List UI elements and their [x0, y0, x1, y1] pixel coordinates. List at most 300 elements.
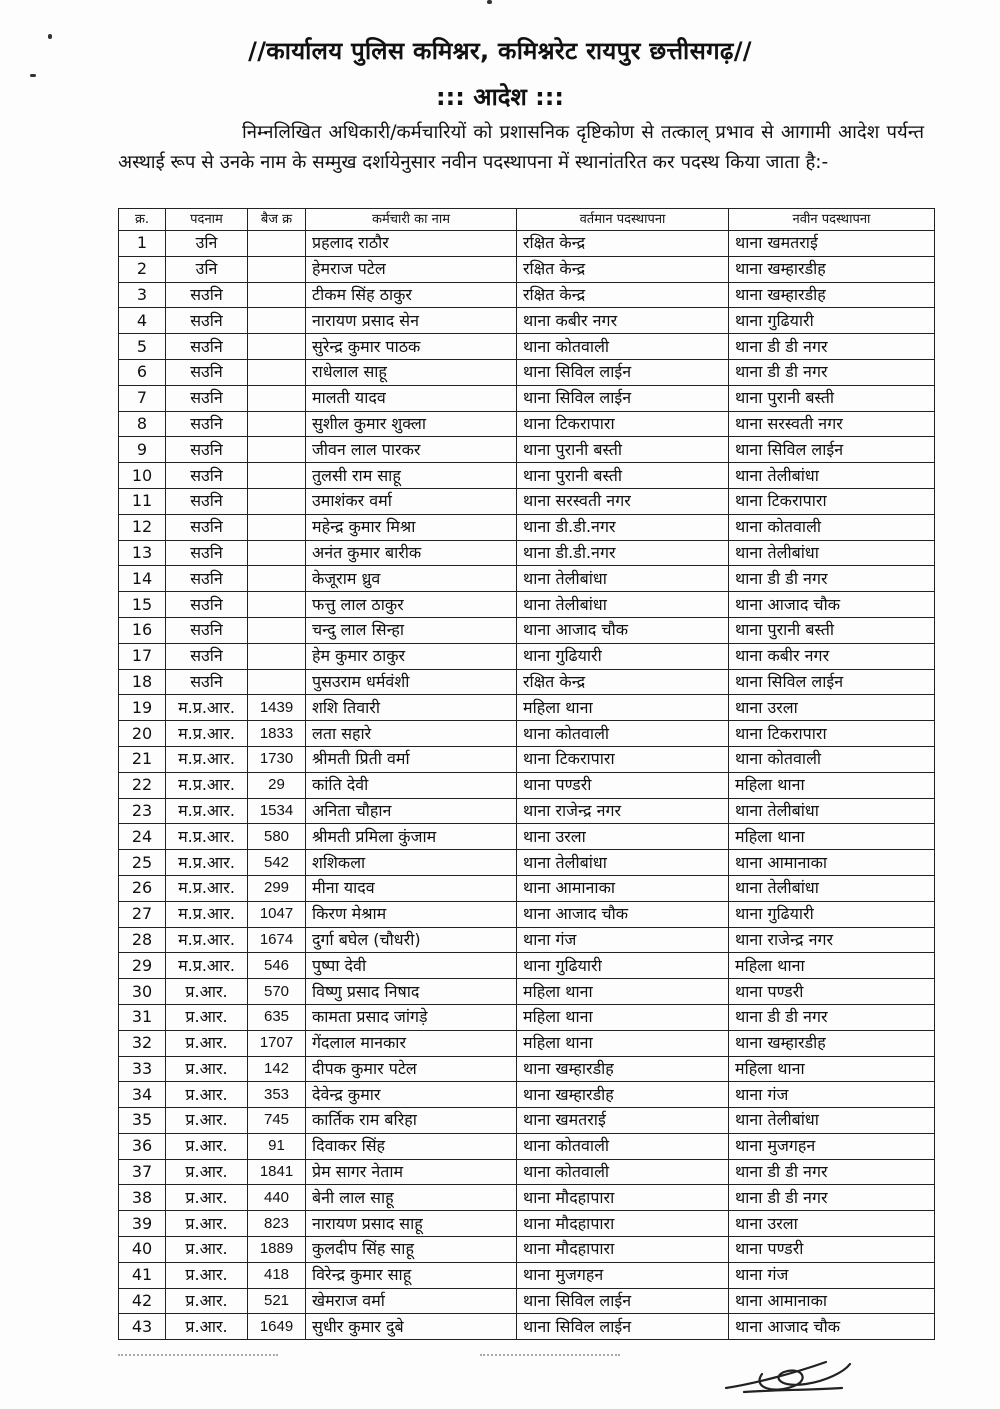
table-row	[119, 953, 935, 979]
cell-new-posting: महिला थाना	[729, 1056, 935, 1082]
cell-designation: प्र.आर.	[166, 1082, 248, 1108]
cell-serial-number: 11	[119, 488, 166, 514]
cell-employee-name: किरण मेश्राम	[306, 901, 517, 927]
cell-badge-number: 1707	[248, 1030, 306, 1056]
cell-employee-name: दीपक कुमार पटेल	[306, 1056, 517, 1082]
cell-new-posting: थाना गंज	[729, 1262, 935, 1288]
cell-badge-number	[248, 334, 306, 360]
column-header-name: कर्मचारी का नाम	[306, 209, 517, 231]
cell-designation: म.प्र.आर.	[166, 901, 248, 927]
cell-serial-number: 34	[119, 1082, 166, 1108]
cell-designation: म.प्र.आर.	[166, 824, 248, 850]
table-row	[119, 772, 935, 798]
cell-designation: सउनि	[166, 617, 248, 643]
table-row	[119, 1211, 935, 1237]
cell-current-posting: रक्षित केन्द्र	[517, 669, 729, 695]
cell-employee-name: प्रेम सागर नेताम	[306, 1159, 517, 1185]
cell-employee-name: विरेन्द्र कुमार साहू	[306, 1262, 517, 1288]
officer-signature	[722, 1344, 862, 1400]
table-row	[119, 488, 935, 514]
cell-serial-number: 31	[119, 1004, 166, 1030]
cell-new-posting: थाना खमतराई	[729, 231, 935, 257]
cell-badge-number	[248, 488, 306, 514]
cell-designation: म.प्र.आर.	[166, 721, 248, 747]
cell-new-posting: थाना सिविल लाईन	[729, 669, 935, 695]
cell-current-posting: थाना पुरानी बस्ती	[517, 437, 729, 463]
cell-new-posting: थाना टिकरापारा	[729, 721, 935, 747]
cell-new-posting: थाना डी डी नगर	[729, 1004, 935, 1030]
cell-designation: म.प्र.आर.	[166, 875, 248, 901]
table-row	[119, 850, 935, 876]
bottom-dotted-line	[118, 1354, 278, 1356]
cell-current-posting: थाना उरला	[517, 824, 729, 850]
cell-employee-name: देवेन्द्र कुमार	[306, 1082, 517, 1108]
cell-employee-name: सुशील कुमार शुक्ला	[306, 411, 517, 437]
table-row	[119, 1185, 935, 1211]
cell-employee-name: शशिकला	[306, 850, 517, 876]
cell-serial-number: 20	[119, 721, 166, 747]
cell-badge-number: 745	[248, 1108, 306, 1134]
cell-serial-number: 5	[119, 334, 166, 360]
cell-new-posting: महिला थाना	[729, 772, 935, 798]
cell-badge-number: 91	[248, 1133, 306, 1159]
cell-current-posting: थाना कोतवाली	[517, 721, 729, 747]
cell-serial-number: 30	[119, 979, 166, 1005]
cell-new-posting: थाना पुरानी बस्ती	[729, 617, 935, 643]
cell-employee-name: कार्तिक राम बरिहा	[306, 1108, 517, 1134]
cell-badge-number	[248, 231, 306, 257]
cell-employee-name: जीवन लाल पारकर	[306, 437, 517, 463]
cell-current-posting: महिला थाना	[517, 979, 729, 1005]
cell-new-posting: थाना राजेन्द्र नगर	[729, 927, 935, 953]
cell-current-posting: थाना कोतवाली	[517, 1133, 729, 1159]
cell-serial-number: 9	[119, 437, 166, 463]
cell-designation: प्र.आर.	[166, 1211, 248, 1237]
cell-current-posting: थाना राजेन्द्र नगर	[517, 798, 729, 824]
cell-badge-number	[248, 437, 306, 463]
cell-designation: उनि	[166, 231, 248, 257]
cell-serial-number: 8	[119, 411, 166, 437]
cell-new-posting: थाना कबीर नगर	[729, 643, 935, 669]
cell-employee-name: खेमराज वर्मा	[306, 1288, 517, 1314]
cell-current-posting: रक्षित केन्द्र	[517, 282, 729, 308]
cell-current-posting: महिला थाना	[517, 695, 729, 721]
table-row	[119, 334, 935, 360]
table-row	[119, 875, 935, 901]
cell-badge-number: 299	[248, 875, 306, 901]
cell-designation: प्र.आर.	[166, 1004, 248, 1030]
table-row	[119, 1108, 935, 1134]
cell-employee-name: लता सहारे	[306, 721, 517, 747]
cell-employee-name: बेनी लाल साहू	[306, 1185, 517, 1211]
column-header-badge: बैज क्र	[248, 209, 306, 231]
cell-new-posting: थाना तेलीबांधा	[729, 875, 935, 901]
cell-badge-number	[248, 385, 306, 411]
cell-designation: सउनि	[166, 540, 248, 566]
table-row	[119, 1056, 935, 1082]
column-header-new-posting: नवीन पदस्थापना	[729, 209, 935, 231]
table-row	[119, 901, 935, 927]
cell-badge-number: 1730	[248, 746, 306, 772]
cell-badge-number	[248, 514, 306, 540]
cell-employee-name: पुसउराम धर्मवंशी	[306, 669, 517, 695]
cell-badge-number: 1833	[248, 721, 306, 747]
cell-new-posting: थाना आजाद चौक	[729, 1314, 935, 1340]
order-heading: ::: आदेश :::	[436, 83, 564, 111]
cell-current-posting: थाना डी.डी.नगर	[517, 514, 729, 540]
cell-designation: म.प्र.आर.	[166, 798, 248, 824]
table-row	[119, 669, 935, 695]
table-row	[119, 256, 935, 282]
table-body	[119, 231, 935, 1340]
cell-badge-number	[248, 643, 306, 669]
table-row	[119, 1082, 935, 1108]
cell-employee-name: नारायण प्रसाद सेन	[306, 308, 517, 334]
cell-badge-number	[248, 411, 306, 437]
cell-designation: म.प्र.आर.	[166, 850, 248, 876]
cell-serial-number: 32	[119, 1030, 166, 1056]
cell-serial-number: 25	[119, 850, 166, 876]
cell-employee-name: गेंदलाल मानकार	[306, 1030, 517, 1056]
cell-serial-number: 41	[119, 1262, 166, 1288]
cell-serial-number: 12	[119, 514, 166, 540]
cell-designation: प्र.आर.	[166, 1288, 248, 1314]
cell-new-posting: थाना आजाद चौक	[729, 592, 935, 618]
cell-badge-number: 1649	[248, 1314, 306, 1340]
table-row	[119, 282, 935, 308]
cell-badge-number	[248, 540, 306, 566]
table-row	[119, 1004, 935, 1030]
cell-badge-number	[248, 617, 306, 643]
cell-new-posting: थाना डी डी नगर	[729, 566, 935, 592]
cell-current-posting: थाना तेलीबांधा	[517, 566, 729, 592]
cell-new-posting: थाना डी डी नगर	[729, 334, 935, 360]
cell-new-posting: थाना उरला	[729, 695, 935, 721]
cell-serial-number: 13	[119, 540, 166, 566]
cell-serial-number: 36	[119, 1133, 166, 1159]
cell-serial-number: 4	[119, 308, 166, 334]
cell-new-posting: थाना खम्हारडीह	[729, 282, 935, 308]
table-row	[119, 721, 935, 747]
cell-current-posting: थाना टिकरापारा	[517, 746, 729, 772]
table-row	[119, 1030, 935, 1056]
cell-employee-name: श्रीमती प्रमिला कुंजाम	[306, 824, 517, 850]
cell-badge-number: 580	[248, 824, 306, 850]
cell-serial-number: 10	[119, 463, 166, 489]
column-header-current-posting: वर्तमान पदस्थापना	[517, 209, 729, 231]
table-row	[119, 1159, 935, 1185]
table-row	[119, 695, 935, 721]
cell-employee-name: नारायण प्रसाद साहू	[306, 1211, 517, 1237]
cell-new-posting: थाना तेलीबांधा	[729, 798, 935, 824]
cell-current-posting: महिला थाना	[517, 1030, 729, 1056]
cell-new-posting: थाना गुढियारी	[729, 901, 935, 927]
cell-current-posting: थाना मौदहापारा	[517, 1237, 729, 1263]
table-row	[119, 463, 935, 489]
scan-speck	[487, 0, 492, 4]
cell-designation: म.प्र.आर.	[166, 746, 248, 772]
cell-current-posting: थाना कोतवाली	[517, 334, 729, 360]
table-row	[119, 437, 935, 463]
cell-badge-number: 521	[248, 1288, 306, 1314]
cell-serial-number: 24	[119, 824, 166, 850]
cell-badge-number: 440	[248, 1185, 306, 1211]
table-row	[119, 979, 935, 1005]
cell-employee-name: हेम कुमार ठाकुर	[306, 643, 517, 669]
cell-designation: प्र.आर.	[166, 1030, 248, 1056]
cell-new-posting: थाना पण्डरी	[729, 979, 935, 1005]
cell-current-posting: थाना डी.डी.नगर	[517, 540, 729, 566]
cell-badge-number	[248, 592, 306, 618]
cell-designation: सउनि	[166, 566, 248, 592]
cell-serial-number: 28	[119, 927, 166, 953]
cell-current-posting: थाना गंज	[517, 927, 729, 953]
cell-new-posting: थाना खम्हारडीह	[729, 1030, 935, 1056]
cell-designation: प्र.आर.	[166, 1056, 248, 1082]
transfer-table	[118, 208, 935, 1340]
cell-badge-number: 1047	[248, 901, 306, 927]
cell-current-posting: थाना सरस्वती नगर	[517, 488, 729, 514]
cell-badge-number	[248, 359, 306, 385]
cell-designation: सउनि	[166, 669, 248, 695]
table-row	[119, 514, 935, 540]
cell-current-posting: रक्षित केन्द्र	[517, 256, 729, 282]
cell-badge-number: 29	[248, 772, 306, 798]
table-row	[119, 1133, 935, 1159]
cell-employee-name: विष्णु प्रसाद निषाद	[306, 979, 517, 1005]
cell-current-posting: थाना कबीर नगर	[517, 308, 729, 334]
cell-badge-number	[248, 308, 306, 334]
table-row	[119, 643, 935, 669]
cell-employee-name: मीना यादव	[306, 875, 517, 901]
cell-serial-number: 15	[119, 592, 166, 618]
cell-current-posting: थाना गुढियारी	[517, 643, 729, 669]
cell-employee-name: अनंत कुमार बारीक	[306, 540, 517, 566]
cell-current-posting: थाना सिविल लाईन	[517, 385, 729, 411]
table-row	[119, 1288, 935, 1314]
cell-new-posting: थाना डी डी नगर	[729, 1185, 935, 1211]
cell-serial-number: 19	[119, 695, 166, 721]
cell-serial-number: 43	[119, 1314, 166, 1340]
cell-current-posting: महिला थाना	[517, 1004, 729, 1030]
table-row	[119, 308, 935, 334]
cell-designation: सउनि	[166, 592, 248, 618]
cell-serial-number: 16	[119, 617, 166, 643]
cell-designation: सउनि	[166, 514, 248, 540]
cell-new-posting: थाना पुरानी बस्ती	[729, 385, 935, 411]
cell-new-posting: थाना कोतवाली	[729, 746, 935, 772]
cell-badge-number: 418	[248, 1262, 306, 1288]
cell-serial-number: 40	[119, 1237, 166, 1263]
scan-speck	[30, 74, 36, 77]
cell-employee-name: टीकम सिंह ठाकुर	[306, 282, 517, 308]
cell-badge-number: 570	[248, 979, 306, 1005]
cell-current-posting: थाना टिकरापारा	[517, 411, 729, 437]
cell-designation: सउनि	[166, 411, 248, 437]
order-intro-paragraph: निम्नलिखित अधिकारी/कर्मचारियों को प्रशासनिक दृष्टिकोण से तत्काल् प्रभाव से आगामी आदेश पर्यन्त अस्थाई रूप से उनके नाम के सम्मुख दर्शायेनुसार नवीन पदस्थापना में स्थानांतरित कर पदस्थ किया जाता है:-	[118, 122, 924, 173]
table-row	[119, 540, 935, 566]
cell-employee-name: अनिता चौहान	[306, 798, 517, 824]
cell-serial-number: 29	[119, 953, 166, 979]
cell-badge-number	[248, 282, 306, 308]
cell-employee-name: कामता प्रसाद जांगड़े	[306, 1004, 517, 1030]
cell-serial-number: 18	[119, 669, 166, 695]
cell-designation: म.प्र.आर.	[166, 772, 248, 798]
cell-designation: सउनि	[166, 385, 248, 411]
cell-new-posting: थाना आमानाका	[729, 1288, 935, 1314]
cell-new-posting: थाना खम्हारडीह	[729, 256, 935, 282]
cell-serial-number: 23	[119, 798, 166, 824]
cell-new-posting: थाना मुजगहन	[729, 1133, 935, 1159]
cell-badge-number: 1889	[248, 1237, 306, 1263]
cell-designation: सउनि	[166, 282, 248, 308]
cell-designation: प्र.आर.	[166, 1314, 248, 1340]
cell-current-posting: थाना आजाद चौक	[517, 617, 729, 643]
cell-employee-name: फत्तु लाल ठाकुर	[306, 592, 517, 618]
cell-current-posting: थाना खम्हारडीह	[517, 1056, 729, 1082]
cell-designation: प्र.आर.	[166, 1185, 248, 1211]
cell-employee-name: राधेलाल साहू	[306, 359, 517, 385]
cell-employee-name: महेन्द्र कुमार मिश्रा	[306, 514, 517, 540]
table-row	[119, 617, 935, 643]
cell-designation: सउनि	[166, 359, 248, 385]
table-row	[119, 359, 935, 385]
table-row	[119, 1262, 935, 1288]
cell-serial-number: 38	[119, 1185, 166, 1211]
cell-badge-number: 546	[248, 953, 306, 979]
cell-designation: प्र.आर.	[166, 1133, 248, 1159]
cell-new-posting: थाना डी डी नगर	[729, 1159, 935, 1185]
cell-serial-number: 7	[119, 385, 166, 411]
cell-new-posting: थाना सरस्वती नगर	[729, 411, 935, 437]
cell-serial-number: 26	[119, 875, 166, 901]
cell-current-posting: थाना कोतवाली	[517, 1159, 729, 1185]
cell-serial-number: 22	[119, 772, 166, 798]
table-row	[119, 411, 935, 437]
cell-serial-number: 14	[119, 566, 166, 592]
cell-current-posting: थाना गुढियारी	[517, 953, 729, 979]
cell-current-posting: थाना मौदहापारा	[517, 1211, 729, 1237]
cell-current-posting: थाना मुजगहन	[517, 1262, 729, 1288]
cell-new-posting: थाना पण्डरी	[729, 1237, 935, 1263]
column-header-designation: पदनाम	[166, 209, 248, 231]
cell-current-posting: थाना आमानाका	[517, 875, 729, 901]
cell-designation: सउनि	[166, 488, 248, 514]
column-header-sn: क्र.	[119, 209, 166, 231]
cell-employee-name: पुष्पा देवी	[306, 953, 517, 979]
table-row	[119, 927, 935, 953]
cell-employee-name: दिवाकर सिंह	[306, 1133, 517, 1159]
cell-new-posting: थाना गुढियारी	[729, 308, 935, 334]
cell-badge-number: 823	[248, 1211, 306, 1237]
cell-current-posting: थाना पण्डरी	[517, 772, 729, 798]
cell-designation: प्र.आर.	[166, 1262, 248, 1288]
cell-designation: प्र.आर.	[166, 1237, 248, 1263]
cell-badge-number: 142	[248, 1056, 306, 1082]
cell-designation: प्र.आर.	[166, 1108, 248, 1134]
cell-employee-name: सुधीर कुमार दुबे	[306, 1314, 517, 1340]
cell-current-posting: थाना सिविल लाईन	[517, 1288, 729, 1314]
cell-new-posting: थाना आमानाका	[729, 850, 935, 876]
table-row	[119, 231, 935, 257]
office-title: //कार्यालय पुलिस कमिश्नर, कमिश्नरेट रायपुर छत्तीसगढ़//	[248, 37, 752, 65]
cell-designation: सउनि	[166, 308, 248, 334]
table-header-row	[119, 209, 935, 231]
cell-new-posting: थाना टिकरापारा	[729, 488, 935, 514]
cell-employee-name: हेमराज पटेल	[306, 256, 517, 282]
cell-serial-number: 6	[119, 359, 166, 385]
cell-employee-name: कुलदीप सिंह साहू	[306, 1237, 517, 1263]
cell-badge-number	[248, 463, 306, 489]
table-row	[119, 1237, 935, 1263]
cell-badge-number: 1674	[248, 927, 306, 953]
cell-employee-name: उमाशंकर वर्मा	[306, 488, 517, 514]
cell-employee-name: कांति देवी	[306, 772, 517, 798]
cell-badge-number: 1439	[248, 695, 306, 721]
cell-designation: सउनि	[166, 463, 248, 489]
cell-current-posting: थाना खम्हारडीह	[517, 1082, 729, 1108]
table-row	[119, 798, 935, 824]
cell-serial-number: 1	[119, 231, 166, 257]
cell-employee-name: श्रीमती प्रिती वर्मा	[306, 746, 517, 772]
cell-designation: सउनि	[166, 643, 248, 669]
cell-current-posting: थाना मौदहापारा	[517, 1185, 729, 1211]
table-row	[119, 746, 935, 772]
cell-current-posting: थाना आजाद चौक	[517, 901, 729, 927]
cell-serial-number: 39	[119, 1211, 166, 1237]
cell-badge-number: 635	[248, 1004, 306, 1030]
cell-current-posting: थाना तेलीबांधा	[517, 592, 729, 618]
cell-serial-number: 35	[119, 1108, 166, 1134]
cell-employee-name: प्रहलाद राठौर	[306, 231, 517, 257]
cell-new-posting: महिला थाना	[729, 953, 935, 979]
table-row	[119, 824, 935, 850]
cell-employee-name: मालती यादव	[306, 385, 517, 411]
cell-badge-number	[248, 566, 306, 592]
table-row	[119, 592, 935, 618]
cell-new-posting: थाना तेलीबांधा	[729, 540, 935, 566]
cell-badge-number: 542	[248, 850, 306, 876]
cell-current-posting: थाना पुरानी बस्ती	[517, 463, 729, 489]
cell-new-posting: थाना सिविल लाईन	[729, 437, 935, 463]
cell-new-posting: थाना डी डी नगर	[729, 359, 935, 385]
cell-current-posting: थाना तेलीबांधा	[517, 850, 729, 876]
cell-designation: सउनि	[166, 437, 248, 463]
cell-serial-number: 3	[119, 282, 166, 308]
bottom-dotted-line	[480, 1354, 620, 1356]
cell-designation: प्र.आर.	[166, 979, 248, 1005]
cell-new-posting: थाना कोतवाली	[729, 514, 935, 540]
cell-serial-number: 27	[119, 901, 166, 927]
cell-designation: म.प्र.आर.	[166, 927, 248, 953]
cell-employee-name: सुरेन्द्र कुमार पाठक	[306, 334, 517, 360]
cell-designation: उनि	[166, 256, 248, 282]
table-row	[119, 566, 935, 592]
cell-new-posting: थाना उरला	[729, 1211, 935, 1237]
cell-employee-name: चन्दु लाल सिन्हा	[306, 617, 517, 643]
cell-serial-number: 21	[119, 746, 166, 772]
cell-badge-number	[248, 669, 306, 695]
table-row	[119, 385, 935, 411]
cell-current-posting: थाना खमतराई	[517, 1108, 729, 1134]
cell-employee-name: दुर्गा बघेल (चौधरी)	[306, 927, 517, 953]
cell-designation: सउनि	[166, 334, 248, 360]
cell-new-posting: थाना गंज	[729, 1082, 935, 1108]
cell-new-posting: महिला थाना	[729, 824, 935, 850]
cell-new-posting: थाना तेलीबांधा	[729, 463, 935, 489]
cell-serial-number: 42	[119, 1288, 166, 1314]
cell-new-posting: थाना तेलीबांधा	[729, 1108, 935, 1134]
